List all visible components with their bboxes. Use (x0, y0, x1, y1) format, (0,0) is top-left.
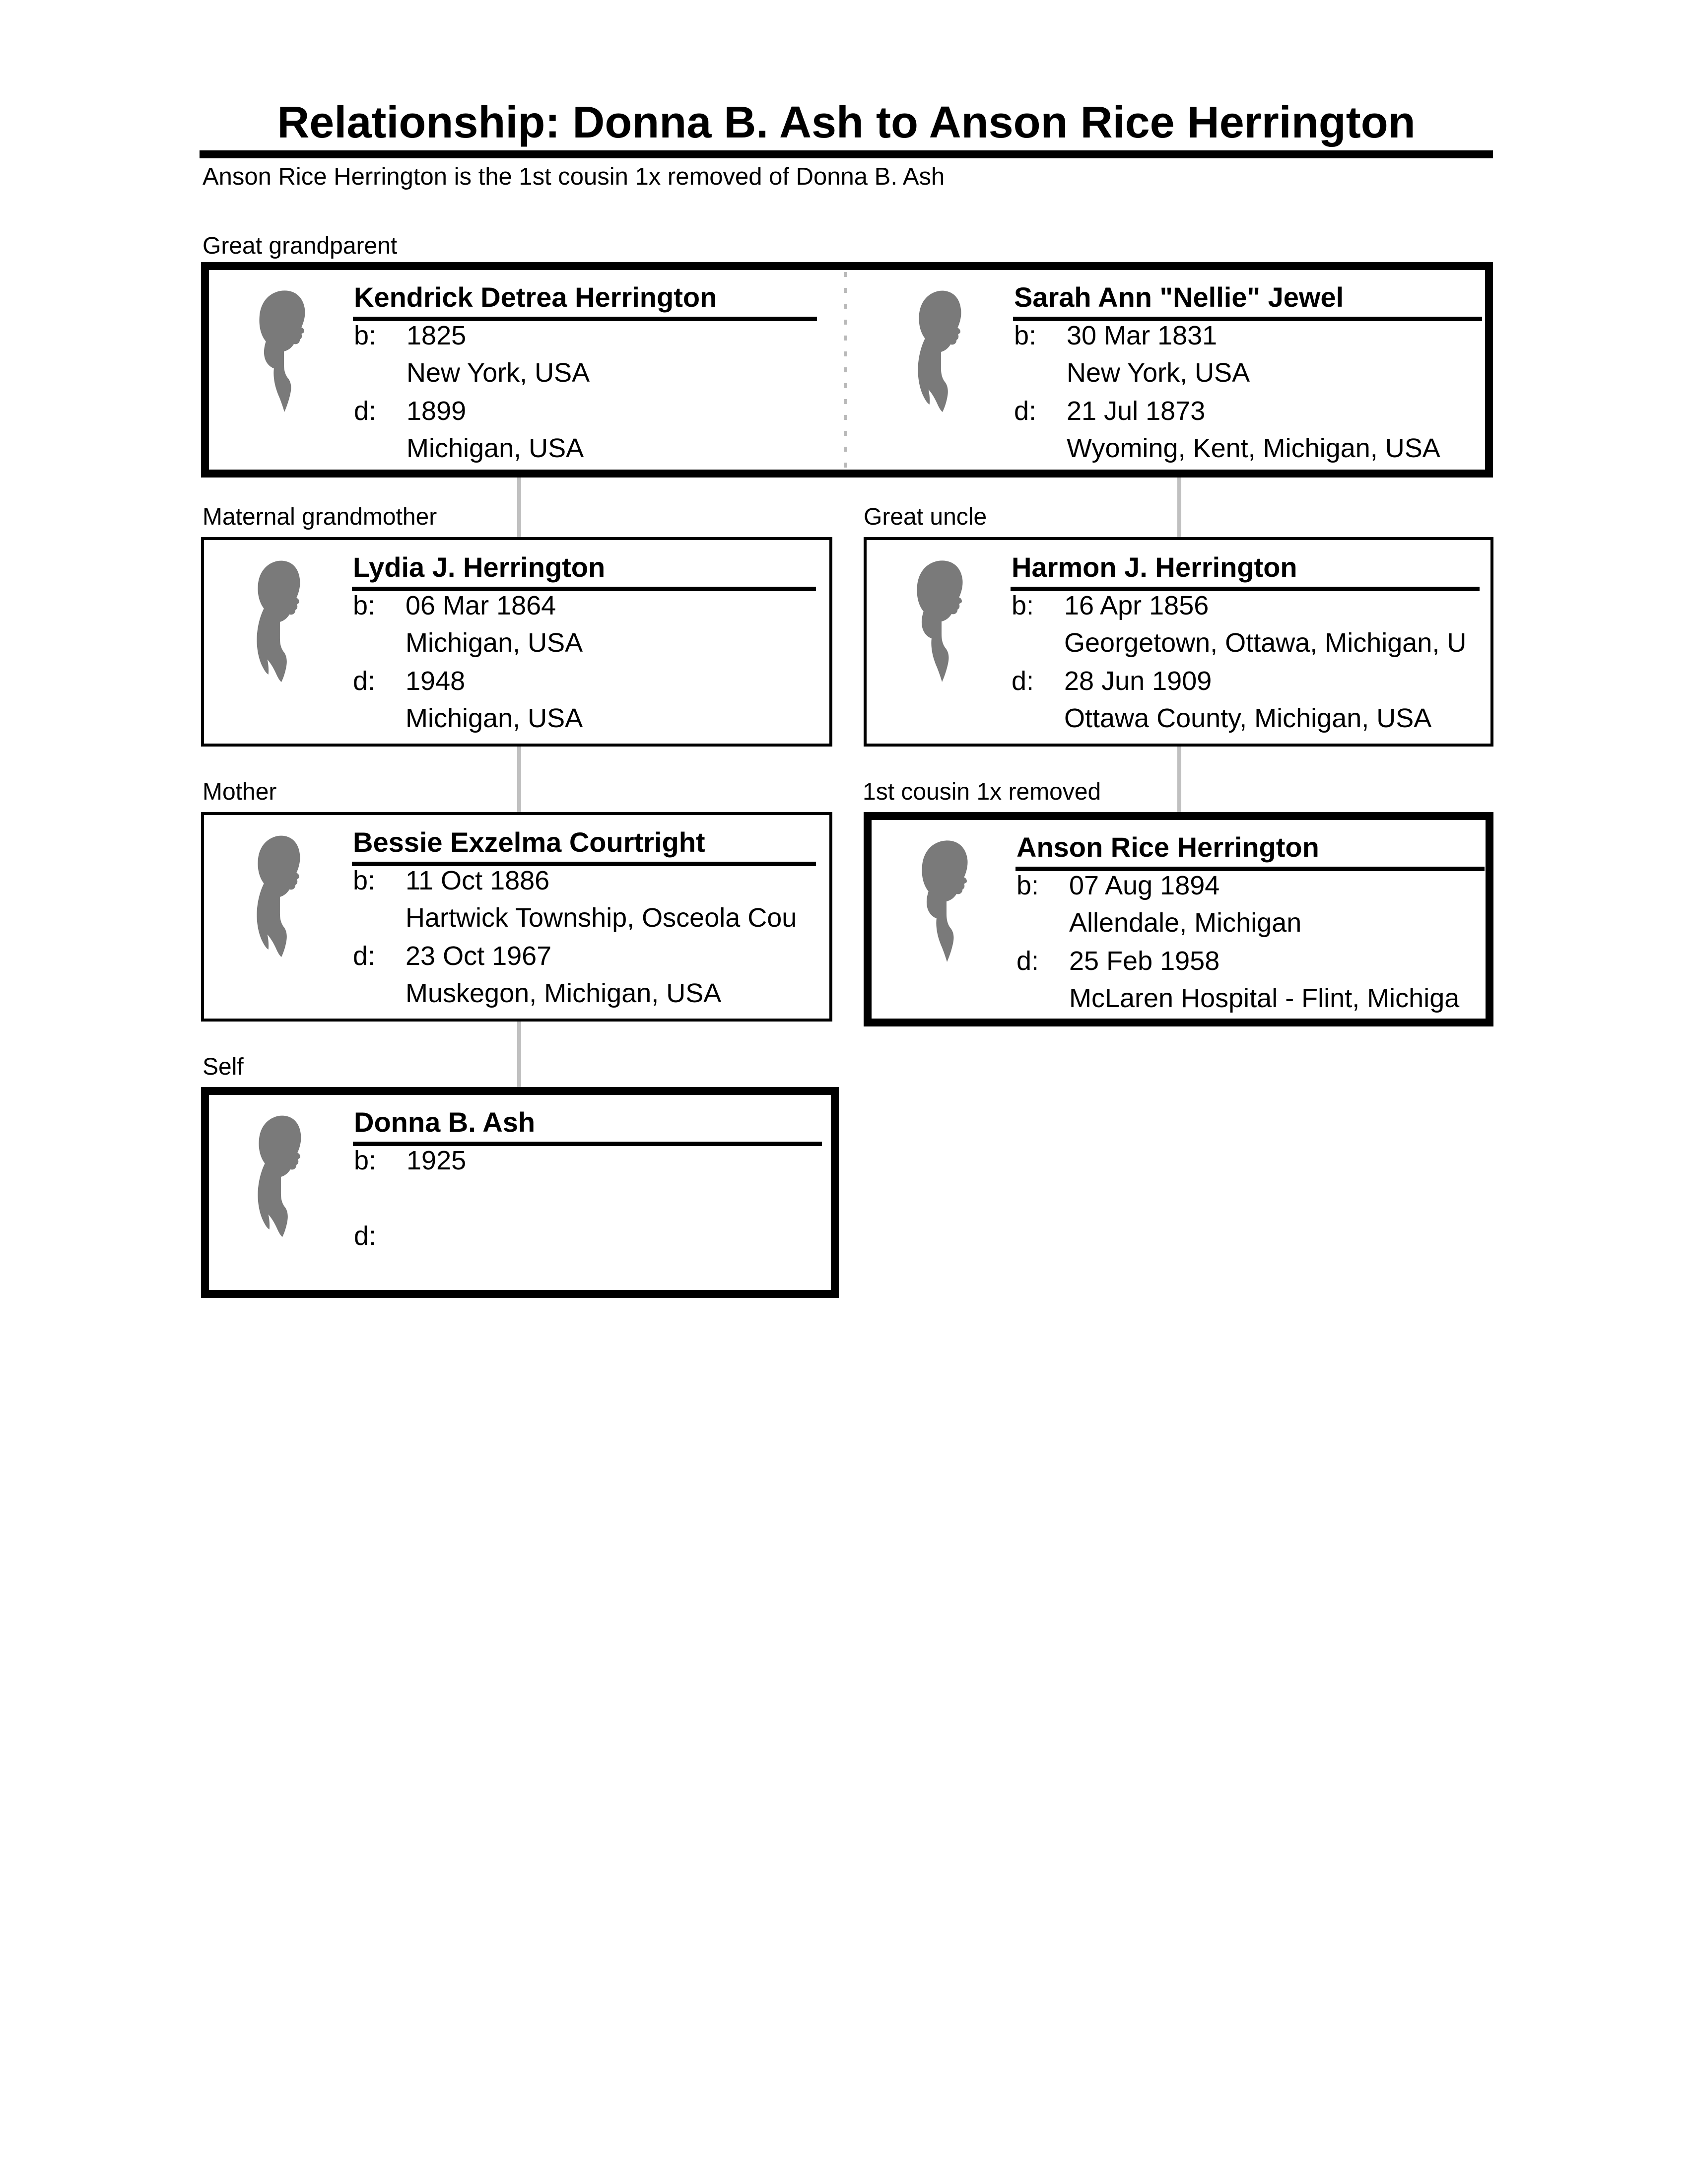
birth-date: 1925 (406, 1146, 467, 1175)
death-row (1016, 945, 1219, 977)
birth-label: b: (354, 321, 377, 350)
person-box-self (201, 1087, 839, 1298)
person-box-first-cousin (864, 812, 1493, 1026)
male-silhouette-icon (909, 558, 974, 682)
death-row (354, 1220, 406, 1252)
death-label: d: (1016, 946, 1039, 976)
birth-row (354, 320, 466, 351)
person-name: Anson Rice Herrington (1016, 831, 1319, 863)
person-card-lydia (208, 540, 829, 744)
female-silhouette-icon (250, 558, 316, 682)
death-row (353, 940, 551, 972)
death-label: d: (354, 1221, 377, 1251)
birth-label: b: (1014, 321, 1037, 350)
person-name: Sarah Ann "Nellie" Jewel (1014, 281, 1344, 313)
birth-date: 30 Mar 1831 (1067, 321, 1218, 350)
person-card-harmon (867, 540, 1490, 744)
birth-place: New York, USA (406, 358, 590, 388)
birth-place: New York, USA (1067, 358, 1250, 388)
birth-place: Georgetown, Ottawa, Michigan, U (1064, 628, 1467, 658)
birth-label: b: (353, 866, 376, 895)
death-place: Muskegon, Michigan, USA (406, 978, 722, 1008)
death-label: d: (1014, 396, 1037, 426)
birth-date: 06 Mar 1864 (406, 591, 556, 620)
birth-date: 07 Aug 1894 (1069, 871, 1220, 900)
birth-date: 11 Oct 1886 (406, 866, 550, 895)
section-label-great-uncle: Great uncle (864, 504, 987, 530)
death-place: Wyoming, Kent, Michigan, USA (1067, 433, 1440, 463)
death-place: McLaren Hospital - Flint, Michiga (1069, 983, 1460, 1013)
person-name: Donna B. Ash (354, 1106, 536, 1138)
birth-date: 16 Apr 1856 (1064, 591, 1209, 620)
birth-row (1012, 590, 1209, 621)
section-label-self: Self (203, 1054, 244, 1080)
title-rule (200, 150, 1493, 158)
birth-label: b: (353, 591, 376, 620)
death-row (1012, 665, 1212, 697)
section-label-great-grandparent: Great grandparent (203, 233, 398, 259)
birth-row (1014, 320, 1217, 351)
person-card-kendrick (209, 270, 845, 470)
birth-place: Hartwick Township, Osceola Cou (406, 903, 797, 933)
death-date: 28 Jun 1909 (1064, 666, 1212, 696)
birth-row (354, 1145, 466, 1176)
person-box-great-grandparents (201, 262, 1493, 478)
death-row (1014, 395, 1205, 427)
male-silhouette-icon (251, 288, 317, 412)
birth-row (353, 865, 549, 896)
connector-line (1177, 744, 1181, 815)
person-card-sarah (869, 270, 1485, 470)
female-silhouette-icon (911, 288, 977, 412)
birth-place: Allendale, Michigan (1069, 908, 1302, 938)
person-name: Kendrick Detrea Herrington (354, 281, 717, 313)
connector-line (1177, 474, 1181, 540)
relationship-summary: Anson Rice Herrington is the 1st cousin 1x removed of Donna B. Ash (203, 163, 945, 190)
birth-label: b: (1012, 591, 1034, 620)
section-label-first-cousin: 1st cousin 1x removed (863, 779, 1101, 805)
death-place: Michigan, USA (406, 703, 583, 733)
page-title: Relationship: Donna B. Ash to Anson Rice Herrington (277, 98, 1416, 147)
death-row (354, 395, 466, 427)
birth-place: Michigan, USA (406, 628, 583, 658)
birth-row (1016, 870, 1219, 901)
birth-row (353, 590, 556, 621)
death-date: 21 Jul 1873 (1067, 396, 1206, 426)
death-label: d: (354, 396, 377, 426)
person-name: Harmon J. Herrington (1012, 551, 1297, 583)
death-label: d: (1012, 666, 1034, 696)
person-name: Bessie Exzelma Courtright (353, 826, 705, 858)
person-box-mother (201, 812, 832, 1022)
birth-label: b: (1016, 871, 1039, 900)
person-name: Lydia J. Herrington (353, 551, 606, 583)
person-box-maternal-grandmother (201, 537, 832, 747)
section-label-mother: Mother (203, 779, 277, 805)
birth-label: b: (354, 1146, 377, 1175)
death-date: 1899 (406, 396, 467, 426)
person-card-donna (209, 1095, 831, 1290)
death-place: Michigan, USA (406, 433, 584, 463)
female-silhouette-icon (251, 1113, 317, 1237)
person-box-great-uncle (864, 537, 1493, 747)
male-silhouette-icon (914, 838, 979, 962)
person-card-anson (872, 820, 1486, 1019)
death-row (353, 665, 465, 697)
death-date: 1948 (406, 666, 466, 696)
death-date: 25 Feb 1958 (1069, 946, 1220, 976)
death-date: 23 Oct 1967 (406, 941, 552, 971)
connector-line (517, 474, 521, 540)
section-label-maternal-grandmother: Maternal grandmother (203, 504, 437, 530)
death-label: d: (353, 666, 376, 696)
female-silhouette-icon (250, 833, 316, 957)
connector-line (517, 744, 521, 815)
death-label: d: (353, 941, 376, 971)
death-place: Ottawa County, Michigan, USA (1064, 703, 1432, 733)
connector-line (517, 1019, 521, 1090)
birth-date: 1825 (406, 321, 467, 350)
person-card-bessie (208, 815, 829, 1019)
